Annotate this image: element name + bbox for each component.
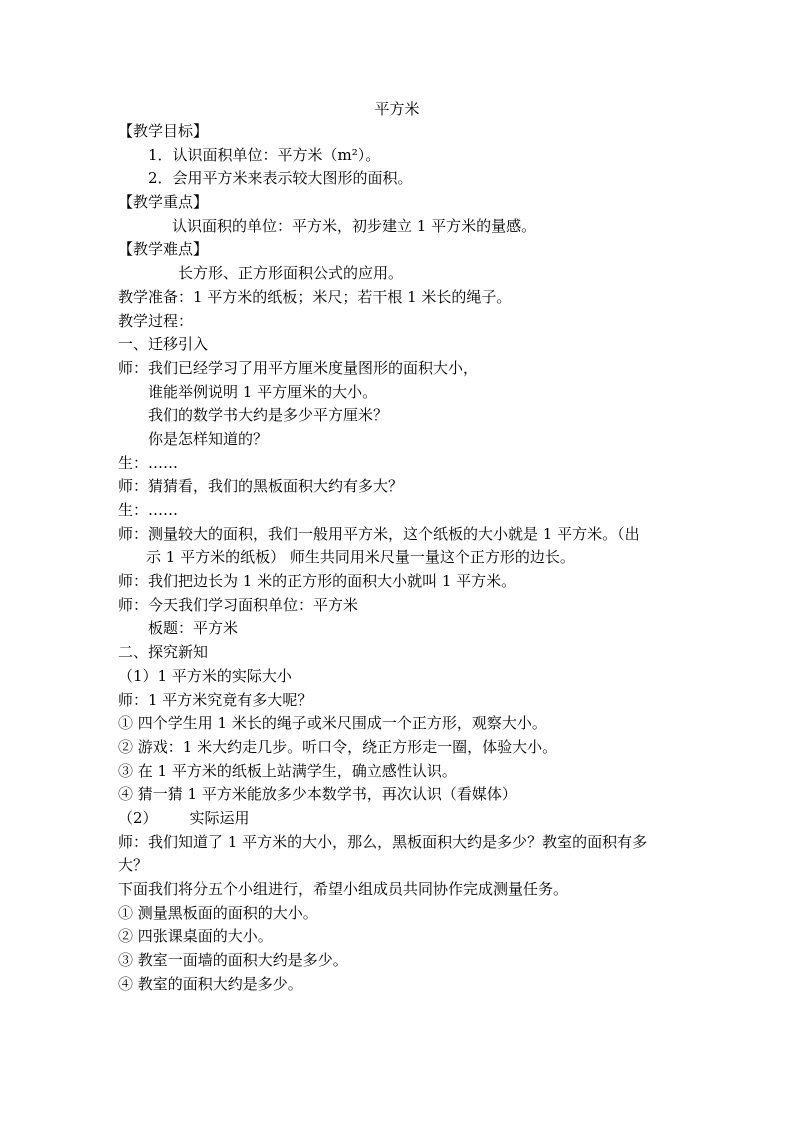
section-heading-intro: 一、迁移引入 [118,335,209,354]
subsection-title: 实际运用 [189,808,250,827]
process-heading: 教学过程： [118,311,194,330]
section-heading-goals: 【教学目标】 [118,122,209,140]
subsection-number: （2） [118,808,158,827]
dialogue-line: 师：我们已经学习了用平方厘米度量图形的面积大小， [118,358,479,377]
section-heading-key-points: 【教学重点】 [118,193,209,212]
goal-item: 1．认识面积单位：平方米（m²）。 [148,145,381,164]
task-item: ② 四张课桌面的大小。 [118,927,273,946]
dialogue-line: 师：猜猜看，我们的黑板面积大约有多大？ [118,477,404,496]
difficulty-text: 长方形、正方形面积公式的应用。 [178,264,404,283]
activity-item: ④ 猜一猜 1 平方米能放多少本数学书，再次认识（看媒体） [118,785,517,804]
activity-item: ① 四个学生用 1 米长的绳子或米尺围成一个正方形，观察大小。 [118,714,547,733]
task-item: ④ 教室的面积大约是多少。 [118,974,303,993]
dialogue-line: 师：1 平方米究竟有多大呢？ [118,690,313,709]
dialogue-line: 你是怎样知道的？ [148,429,269,448]
goal-item: 2．会用平方米来表示较大图形的面积。 [148,169,413,188]
task-item: ① 测量黑板面的面积的大小。 [118,903,318,922]
key-point-text: 认识面积的单位：平方米，初步建立 1 平方米的量感。 [172,216,537,235]
section-heading-difficulties: 【教学难点】 [118,240,209,259]
dialogue-line: 师：我们把边长为 1 米的正方形的面积大小就叫 1 平方米。 [118,572,517,591]
dialogue-line: 我们的数学书大约是多少平方厘米？ [148,406,389,425]
page-title: 平方米 [374,100,420,118]
dialogue-line: 师：测量较大的面积，我们一般用平方米，这个纸板的大小就是 1 平方米。（出 [118,524,640,543]
subsection-heading [118,807,688,831]
dialogue-line: 生：…… [118,501,179,519]
task-item: ③ 教室一面墙的面积大约是多少。 [118,951,348,970]
dialogue-line: 大？ [118,856,149,875]
dialogue-line: 生：…… [118,453,179,472]
dialogue-line: 谁能举例说明 1 平方厘米的大小。 [148,382,378,401]
document-body [118,120,688,996]
activity-item: ② 游戏：1 米大约走几步。听口令，绕正方形走一圈，体验大小。 [118,737,558,756]
preparation-text: 教学准备：1 平方米的纸板；米尺；若干根 1 米长的绳子。 [118,287,512,306]
subsection-heading: （1）1 平方米的实际大小 [118,666,292,685]
dialogue-line: 示 1 平方米的纸板） 师生共同用米尺量一量这个正方形的边长。 [146,548,575,567]
section-heading-explore: 二、探究新知 [118,643,209,662]
activity-item: ③ 在 1 平方米的纸板上站满学生，确立感性认识。 [118,761,457,780]
task-intro: 下面我们将分五个小组进行，希望小组成员共同协作完成测量任务。 [118,880,569,898]
board-title: 板题：平方米 [148,619,239,638]
dialogue-line: 师：我们知道了 1 平方米的大小，那么，黑板面积大约是多少？教室的面积有多 [118,832,648,851]
dialogue-line: 师：今天我们学习面积单位：平方米 [118,595,359,614]
